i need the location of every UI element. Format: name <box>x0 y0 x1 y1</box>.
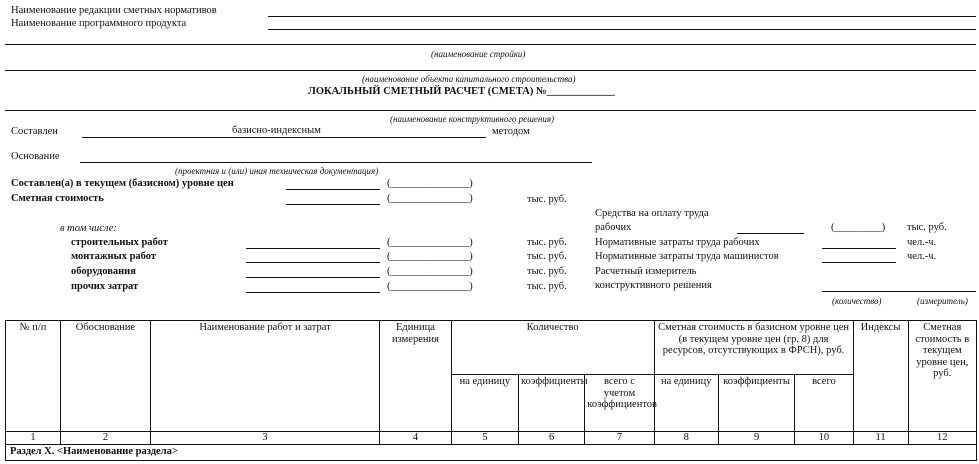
header-q-total: всего с учетом коэффициентов <box>585 375 654 432</box>
labor-machinists-unit: чел.-ч. <box>907 251 937 262</box>
header-quantity: Количество <box>451 321 654 375</box>
column-number: 4 <box>380 432 451 445</box>
cost-item-label: строительных работ <box>71 237 168 248</box>
header-unit: Единица измерения <box>380 321 451 432</box>
estimate-title-text: ЛОКАЛЬНЫЙ СМЕТНЫЙ РАСЧЕТ (СМЕТА) № <box>308 86 547 97</box>
cost-item-label: прочих затрат <box>71 281 139 292</box>
wages-label-line2: рабочих <box>595 222 632 233</box>
construction-line[interactable] <box>5 44 976 45</box>
price-level-line[interactable] <box>286 189 380 190</box>
section-header[interactable]: Раздел X. <Наименование раздела> <box>6 445 977 461</box>
cost-item-unit: тыс. руб. <box>527 266 567 277</box>
cost-item-label: оборудования <box>71 266 136 277</box>
column-number: 11 <box>853 432 908 445</box>
price-level-paren[interactable]: (_______________) <box>387 178 473 189</box>
structural-caption: (наименование конструктивного решения) <box>390 114 555 124</box>
wages-label-line1: Средства на оплату труда <box>595 208 709 219</box>
column-number: 12 <box>908 432 976 445</box>
cost-item-line[interactable] <box>246 292 380 293</box>
column-number: 2 <box>61 432 151 445</box>
cost-paren[interactable]: (_______________) <box>387 193 473 204</box>
labor-machinists-line[interactable] <box>822 262 896 263</box>
meter-label-line2: конструктивного решения <box>595 280 712 291</box>
estimate-table <box>5 320 977 461</box>
cost-item-paren[interactable]: (_______________) <box>387 266 473 277</box>
header-c-total: всего <box>795 375 853 432</box>
header-basis: Обоснование <box>61 321 151 432</box>
header-q-per-unit: на единицу <box>451 375 518 432</box>
cost-item-unit: тыс. руб. <box>527 281 567 292</box>
estimate-number-blank[interactable]: _____________ <box>546 86 615 97</box>
header-num: № п/п <box>6 321 61 432</box>
wages-line[interactable] <box>737 233 804 234</box>
cost-item-paren[interactable]: (_______________) <box>387 251 473 262</box>
estimate-title <box>308 86 615 98</box>
edition-line[interactable] <box>268 16 976 17</box>
edition-label: Наименование редакции сметных нормативов <box>11 5 217 16</box>
composed-line[interactable] <box>82 137 486 138</box>
cost-item-label: монтажных работ <box>71 251 157 262</box>
basis-label: Основание <box>11 151 60 162</box>
cost-item-paren[interactable]: (_______________) <box>387 237 473 248</box>
composed-label: Составлен <box>11 126 58 137</box>
meter-label-line1: Расчетный измеритель <box>595 266 697 277</box>
wages-paren[interactable]: (_________) <box>831 222 886 233</box>
column-number: 5 <box>451 432 518 445</box>
cost-line[interactable] <box>286 204 380 205</box>
meter-caption: (измеритель) <box>917 296 968 306</box>
basis-line[interactable] <box>80 162 592 163</box>
column-number: 6 <box>518 432 584 445</box>
structural-line[interactable] <box>5 110 976 111</box>
header-index: Индексы <box>853 321 908 432</box>
price-level-label: Составлен(а) в текущем (базисном) уровне цен <box>11 178 234 189</box>
header-current-cost: Сметная стоимость в текущем уровне цен, руб. <box>908 321 976 432</box>
cost-item-unit: тыс. руб. <box>527 251 567 262</box>
column-number: 10 <box>795 432 853 445</box>
cost-item-line[interactable] <box>246 262 380 263</box>
labor-workers-line[interactable] <box>822 248 896 249</box>
quantity-caption: (количество) <box>832 296 882 306</box>
header-c-coef: коэффициенты <box>718 375 794 432</box>
object-caption: (наименование объекта капитального строительства) <box>362 74 576 84</box>
column-number: 9 <box>718 432 794 445</box>
cost-item-paren[interactable]: (_______________) <box>387 281 473 292</box>
wages-unit: тыс. руб. <box>907 222 947 233</box>
object-line[interactable] <box>5 70 976 71</box>
including-label: в том числе: <box>60 223 117 234</box>
column-number: 3 <box>150 432 379 445</box>
labor-machinists-label: Нормативные затраты труда машинистов <box>595 251 779 262</box>
header-name: Наименование работ и затрат <box>150 321 379 432</box>
software-label: Наименование программного продукта <box>11 18 187 29</box>
cost-item-line[interactable] <box>246 248 380 249</box>
cost-unit: тыс. руб. <box>527 194 567 205</box>
column-number: 8 <box>654 432 718 445</box>
header-c-per-unit: на единицу <box>654 375 718 432</box>
column-number: 1 <box>6 432 61 445</box>
header-cost: Сметная стоимость в базисном уровне цен (в текущем уровне цен (гр. 8) для ресурсов, отсутствующих в ФРСН), руб. <box>654 321 853 375</box>
header-q-coef: коэффициенты <box>518 375 584 432</box>
cost-item-unit: тыс. руб. <box>527 237 567 248</box>
basis-caption: (проектная и (или) иная техническая документация) <box>175 166 379 176</box>
meter-line[interactable] <box>822 291 976 292</box>
column-number: 7 <box>585 432 654 445</box>
method-value: базисно-индексным <box>232 125 321 136</box>
method-suffix: методом <box>492 126 530 137</box>
cost-label: Сметная стоимость <box>11 193 104 204</box>
labor-workers-label: Нормативные затраты труда рабочих <box>595 237 760 248</box>
construction-caption: (наименование стройки) <box>431 49 526 59</box>
cost-item-line[interactable] <box>246 277 380 278</box>
labor-workers-unit: чел.-ч. <box>907 237 937 248</box>
software-line[interactable] <box>268 29 976 30</box>
